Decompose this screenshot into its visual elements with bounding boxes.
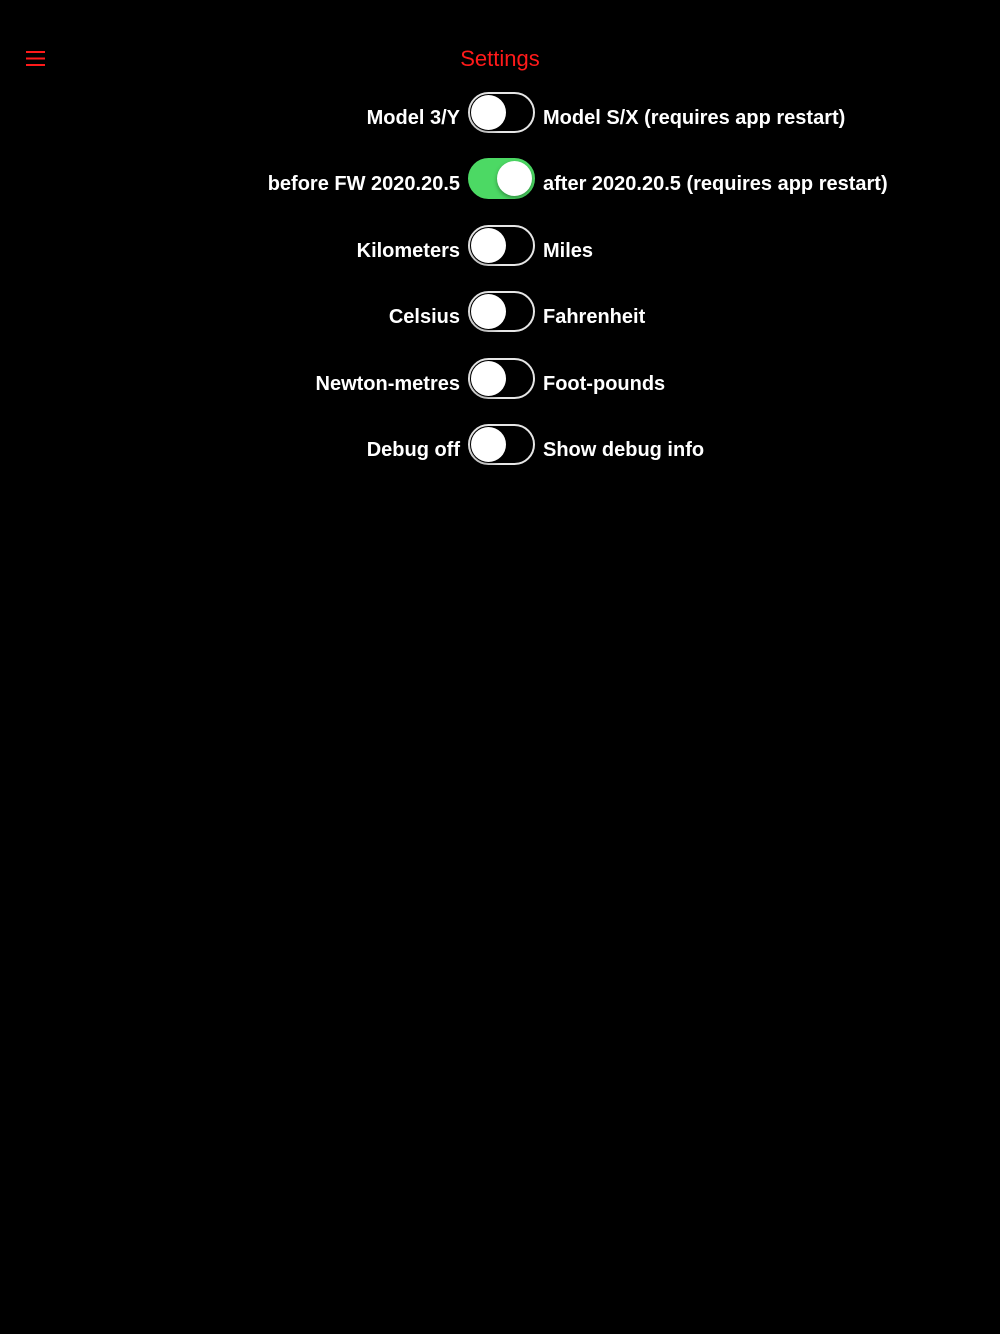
toggle-knob xyxy=(471,427,506,462)
setting-row-model xyxy=(0,105,1000,145)
debug-toggle[interactable] xyxy=(468,424,535,465)
temperature-unit-toggle[interactable] xyxy=(468,291,535,332)
setting-right-label: after 2020.20.5 (requires app restart) xyxy=(543,173,888,195)
toggle-knob xyxy=(471,361,506,396)
distance-unit-toggle[interactable] xyxy=(468,225,535,266)
setting-right-label: Fahrenheit xyxy=(543,306,646,328)
toggle-knob xyxy=(497,161,532,196)
setting-row-torque-unit xyxy=(0,371,1000,411)
toggle-knob xyxy=(471,228,506,263)
setting-right-label: Model S/X (requires app restart) xyxy=(543,107,846,129)
firmware-toggle[interactable] xyxy=(468,158,535,199)
setting-row-debug xyxy=(0,437,1000,477)
setting-right-label: Show debug info xyxy=(543,439,705,461)
setting-left-label: Model 3/Y xyxy=(366,107,460,129)
setting-left-label: Newton-metres xyxy=(315,373,460,395)
setting-row-distance-unit xyxy=(0,238,1000,278)
setting-left-label: Debug off xyxy=(366,439,460,461)
setting-row-temperature-unit xyxy=(0,304,1000,344)
setting-row-firmware xyxy=(0,171,1000,211)
page-title: Settings xyxy=(460,46,540,71)
torque-unit-toggle[interactable] xyxy=(468,358,535,399)
setting-left-label: Kilometers xyxy=(356,240,460,262)
toggle-knob xyxy=(471,294,506,329)
setting-left-label: Celsius xyxy=(388,306,460,328)
setting-right-label: Miles xyxy=(543,240,594,262)
setting-right-label: Foot-pounds xyxy=(543,373,666,395)
toggle-knob xyxy=(471,95,506,130)
setting-left-label: before FW 2020.20.5 xyxy=(267,173,460,195)
model-toggle[interactable] xyxy=(468,92,535,133)
